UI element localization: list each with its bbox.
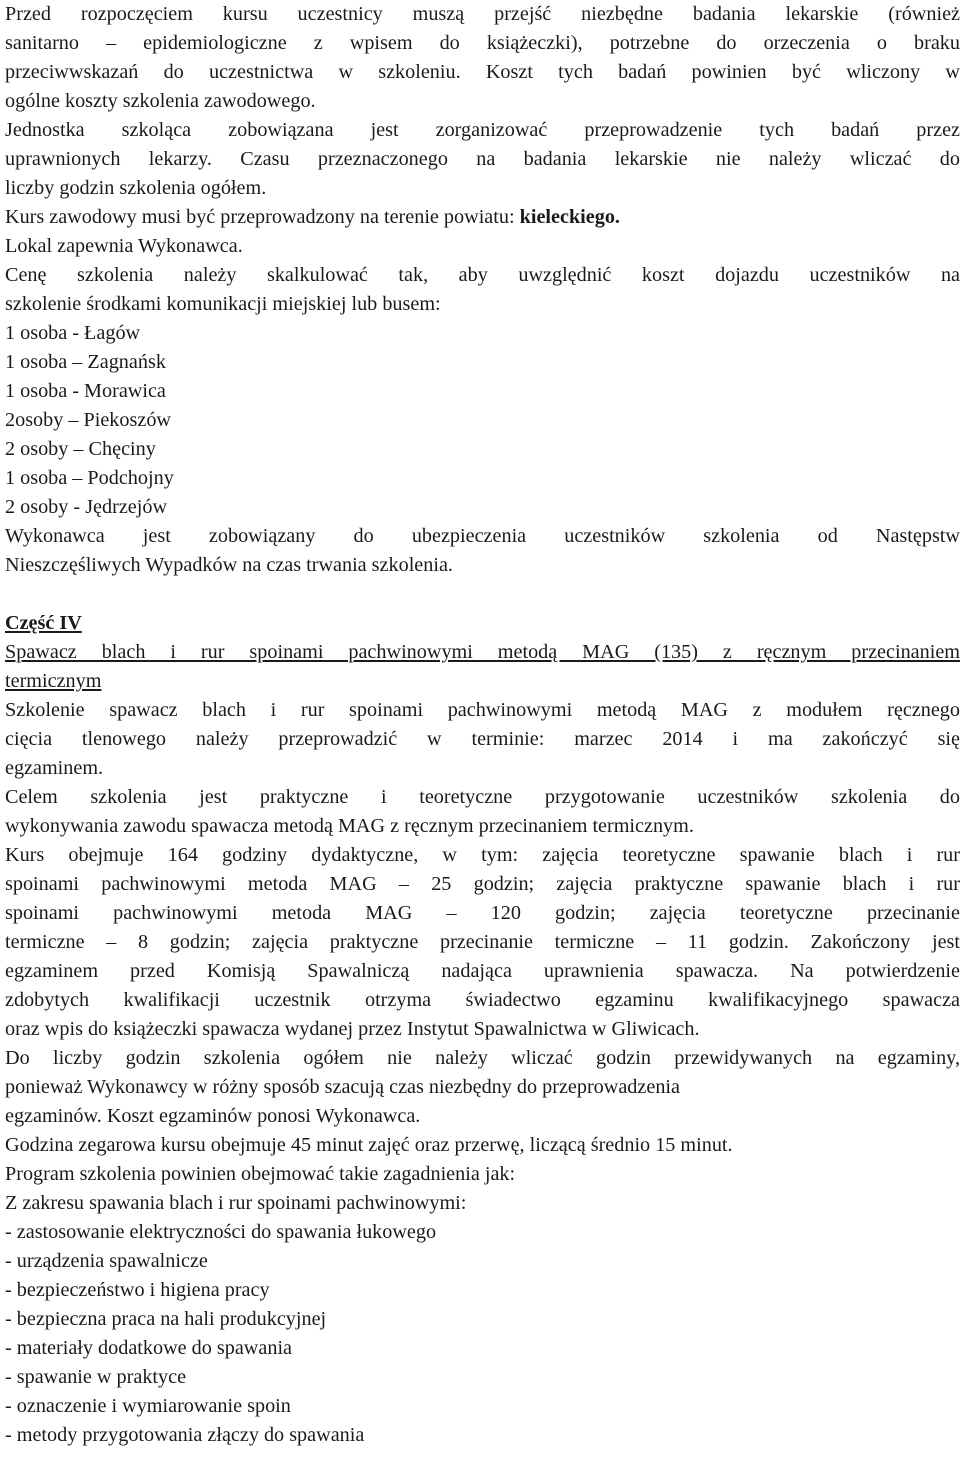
body-line: egzaminem. <box>5 757 104 779</box>
intro-line: liczby godzin szkolenia ogółem. <box>5 177 267 199</box>
program-item: - zastosowanie elektryczności do spawania łukowego <box>5 1221 437 1243</box>
course-title-end: termicznym <box>5 670 102 692</box>
body-line: egzaminów. Koszt egzaminów ponosi Wykonawca. <box>5 1105 421 1127</box>
travel-list-item: 2 osoby - Jędrzejów <box>5 496 168 518</box>
body-line: cięcia tlenowego należy przeprowadzić w terminie: marzec 2014 i ma zakończyć się <box>5 728 960 750</box>
body-line: spoinami pachwinowymi metoda MAG – 120 godzin; zajęcia teoretyczne przecinanie <box>5 902 960 924</box>
body-line: zdobytych kwalifikacji uczestnik otrzyma świadectwo egzaminu kwalifikacyjnego spawacza <box>5 989 960 1011</box>
location-text: Kurs zawodowy musi być przeprowadzony na terenie powiatu: <box>5 206 520 228</box>
intro-line: uprawnionych lekarzy. Czasu przeznaczonego na badania lekarskie nie należy wliczać do <box>5 148 960 170</box>
intro-line: szkolenie środkami komunikacji miejskiej lub busem: <box>5 293 441 315</box>
program-item: - urządzenia spawalnicze <box>5 1250 208 1272</box>
intro-line: ogólne koszty szkolenia zawodowego. <box>5 90 316 112</box>
program-item: - bezpieczna praca na hali produkcyjnej <box>5 1308 327 1330</box>
body-line: spoinami pachwinowymi metoda MAG – 25 godzin; zajęcia praktyczne spawanie blach i rur <box>5 873 960 895</box>
travel-list-item: 1 osoba – Podchojny <box>5 467 174 489</box>
body-line: Godzina zegarowa kursu obejmuje 45 minut zajęć oraz przerwę, liczącą średnio 15 minut. <box>5 1134 733 1156</box>
body-line: Do liczby godzin szkolenia ogółem nie należy wliczać godzin przewidywanych na egzaminy, <box>5 1047 960 1069</box>
part-heading-text: Część IV <box>5 612 82 634</box>
body-line: Szkolenie spawacz blach i rur spoinami pachwinowymi metodą MAG z modułem ręcznego <box>5 699 960 721</box>
travel-list-item: 1 osoba – Zagnańsk <box>5 351 166 373</box>
body-line: ponieważ Wykonawcy w różny sposób szacują czas niezbędny do przeprowadzenia <box>5 1076 680 1098</box>
body-line: egzaminem przed Komisją Spawalniczą nadająca uprawnienia spawacza. Na potwierdzenie <box>5 960 960 982</box>
travel-list-item: 1 osoba - Morawica <box>5 380 166 402</box>
insurance-line: Nieszczęśliwych Wypadków na czas trwania szkolenia. <box>5 554 453 576</box>
body-line: oraz wpis do książeczki spawacza wydanej przez Instytut Spawalnictwa w Gliwicach. <box>5 1018 700 1040</box>
part-heading <box>5 609 960 638</box>
program-item: - materiały dodatkowe do spawania <box>5 1337 293 1359</box>
program-item: - oznaczenie i wymiarowanie spoin <box>5 1395 291 1417</box>
intro-line: Lokal zapewnia Wykonawca. <box>5 235 243 257</box>
travel-list-item: 2osoby – Piekoszów <box>5 409 171 431</box>
body-line: termiczne – 8 godzin; zajęcia praktyczne przecinanie termiczne – 11 godzin. Zakończony jest <box>5 931 960 953</box>
body-line: wykonywania zawodu spawacza metodą MAG z ręcznym przecinaniem termicznym. <box>5 815 694 837</box>
intro-line: sanitarno – epidemiologiczne z wpisem do książeczki), potrzebne do orzeczenia o braku <box>5 32 960 54</box>
intro-line: Przed rozpoczęciem kursu uczestnicy muszą przejść niezbędne badania lekarskie (również <box>5 3 960 25</box>
body-line: Kurs obejmuje 164 godziny dydaktyczne, w tym: zajęcia teoretyczne spawanie blach i rur <box>5 844 960 866</box>
location-county: kieleckiego. <box>519 206 620 228</box>
travel-list-item: 1 osoba - Łagów <box>5 322 141 344</box>
body-line: Celem szkolenia jest praktyczne i teoretyczne przygotowanie uczestników szkolenia do <box>5 786 960 808</box>
program-item: - metody przygotowania złączy do spawania <box>5 1424 365 1446</box>
program-item: - bezpieczeństwo i higiena pracy <box>5 1279 270 1301</box>
document-page <box>5 0 960 1450</box>
location-line <box>5 203 960 232</box>
intro-line: Cenę szkolenia należy skalkulować tak, aby uwzględnić koszt dojazdu uczestników na <box>5 264 960 286</box>
blank-line <box>5 580 960 609</box>
intro-line: Jednostka szkoląca zobowiązana jest zorganizować przeprowadzenie tych badań przez <box>5 119 960 141</box>
program-item: - spawanie w praktyce <box>5 1366 187 1388</box>
body-line: Z zakresu spawania blach i rur spoinami pachwinowymi: <box>5 1192 467 1214</box>
body-line: Program szkolenia powinien obejmować takie zagadnienia jak: <box>5 1163 516 1185</box>
intro-line: przeciwwskazań do uczestnictwa w szkoleniu. Koszt tych badań powinien być wliczony w <box>5 61 960 83</box>
insurance-line: Wykonawca jest zobowiązany do ubezpieczenia uczestników szkolenia od Następstw <box>5 525 960 547</box>
course-title-line <box>5 667 960 696</box>
course-title-line: Spawacz blach i rur spoinami pachwinowymi metodą MAG (135) z ręcznym przecinaniem <box>5 641 960 663</box>
travel-list-item: 2 osoby – Chęciny <box>5 438 156 460</box>
